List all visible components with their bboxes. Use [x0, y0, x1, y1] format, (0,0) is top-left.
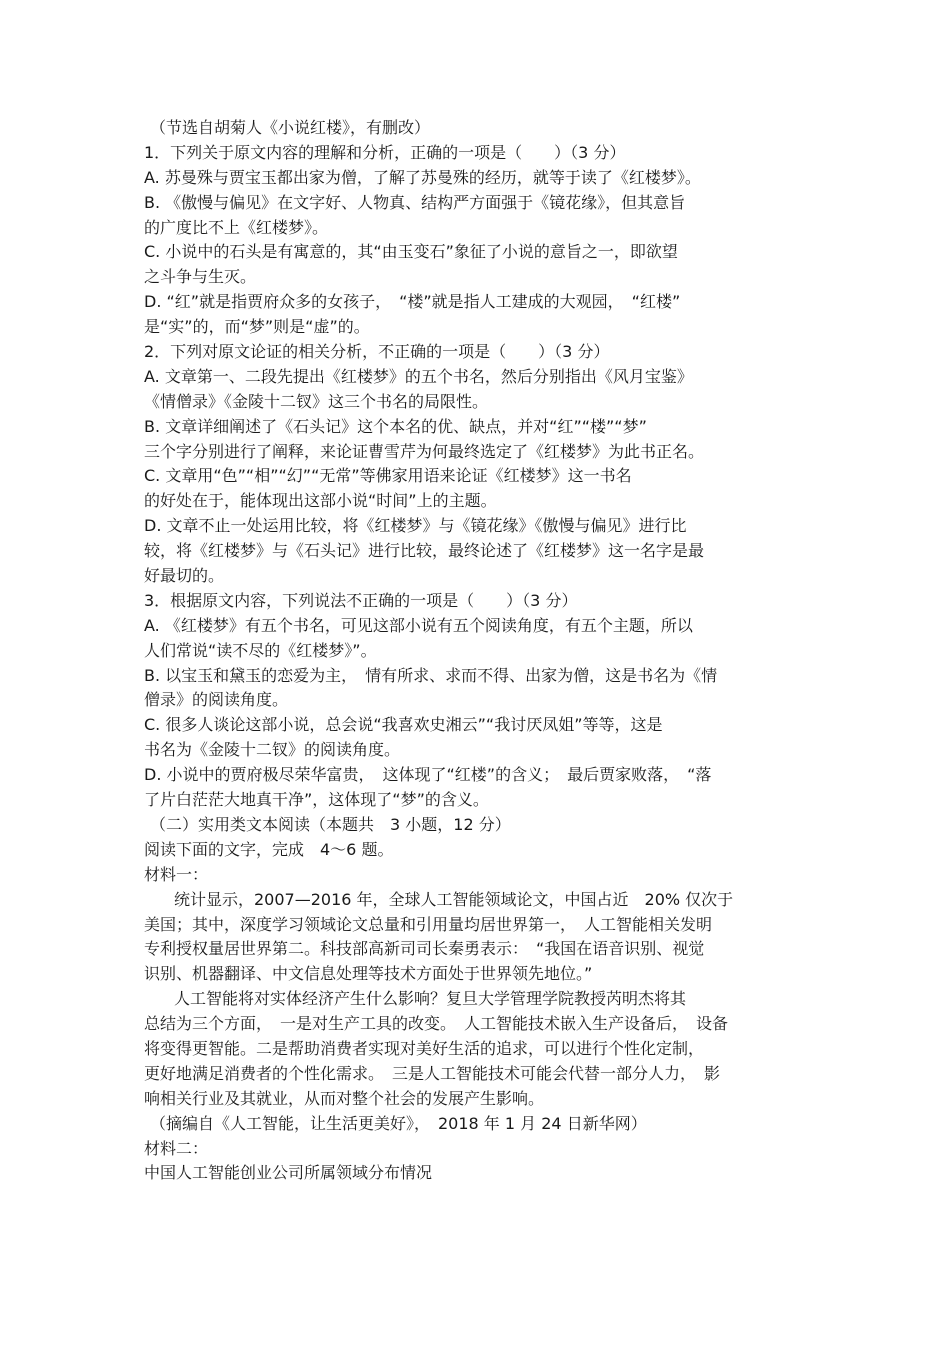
material-1-paragraph-2-cont-3: 更好地满足消费者的个性化需求。 三是人工智能技术可能会代替一部分人力， 影 — [144, 1063, 721, 1083]
question-1-option-d: D. “红”就是指贾府众多的女孩子， “楼”就是指人工建成的大观园， “红楼” — [144, 292, 681, 312]
question-3-option-b: B. 以宝玉和黛玉的恋爱为主， 情有所求、求而不得、出家为僧，这是书名为《情 — [144, 665, 718, 685]
question-1-option-c: C. 小说中的石头是有寓意的，其“由玉变石”象征了小说的意旨之一，即欲望 — [144, 242, 678, 262]
material-1-label: 材料一： — [144, 864, 209, 884]
section-instruction: 阅读下面的文字，完成 4～6 题。 — [144, 839, 394, 859]
material-1-source: （摘编自《人工智能，让生活更美好》， 2018 年 1 月 24 日新华网） — [150, 1113, 647, 1133]
section-heading: （二）实用类文本阅读（本题共 3 小题，12 分） — [150, 814, 511, 834]
material-1-paragraph-2: 人工智能将对实体经济产生什么影响？复旦大学管理学院教授芮明杰将其 — [174, 989, 687, 1009]
material-1-paragraph-2-cont-2: 将变得更智能。二是帮助消费者实现对美好生活的追求，可以进行个性化定制， — [144, 1038, 705, 1058]
material-1-paragraph-1-cont-3: 识别、机器翻译、中文信息处理等技术方面处于世界领先地位。” — [144, 964, 593, 984]
material-1-paragraph-2-cont-4: 响相关行业及其就业，从而对整个社会的发展产生影响。 — [144, 1088, 545, 1108]
question-2-stem: 2．下列对原文论证的相关分析，不正确的一项是（ ）（3 分） — [144, 342, 610, 362]
question-3-option-b-cont: 僧录》的阅读角度。 — [144, 690, 289, 710]
material-1-paragraph-2-cont: 总结为三个方面， 一是对生产工具的改变。 人工智能技术嵌入生产设备后， 设备 — [144, 1014, 729, 1034]
question-3-option-d-cont: 了片白茫茫大地真干净”，这体现了“梦”的含义。 — [144, 790, 489, 810]
source-note: （节选自胡菊人《小说红楼》，有删改） — [150, 118, 431, 137]
question-2-option-d-cont: 较，将《红楼梦》与《石头记》进行比较，最终论述了《红楼梦》这一名字是最 — [144, 541, 705, 561]
question-2-option-b-cont: 三个字分别进行了阐释，来论证曹雪芹为何最终选定了《红楼梦》为此书正名。 — [144, 441, 705, 461]
question-3-option-c-cont: 书名为《金陵十二钗》的阅读角度。 — [144, 740, 401, 760]
material-1-paragraph-1-cont: 美国；其中，深度学习领域论文总量和引用量均居世界第一， 人工智能相关发明 — [144, 914, 713, 934]
material-2-label: 材料二： — [144, 1138, 209, 1158]
question-3-stem: 3．根据原文内容，下列说法不正确的一项是（ ）（3 分） — [144, 590, 578, 610]
question-3-option-a: A. 《红楼梦》有五个书名，可见这部小说有五个阅读角度，有五个主题，所以 — [144, 615, 693, 635]
question-2-option-c: C. 文章用“色”“相”“幻”“无常”等佛家用语来论证《红楼梦》这一书名 — [144, 466, 632, 486]
question-1-option-a: A. 苏曼殊与贾宝玉都出家为僧，了解了苏曼殊的经历，就等于读了《红楼梦》。 — [144, 167, 701, 187]
question-3-option-c: C. 很多人谈论这部小说，总会说“我喜欢史湘云”“我讨厌凤姐”等等，这是 — [144, 715, 663, 735]
question-2-option-a: A. 文章第一、二段先提出《红楼梦》的五个书名，然后分别指出《风月宝鉴》 — [144, 366, 693, 386]
question-2-option-c-cont: 的好处在于，能体现出这部小说“时间”上的主题。 — [144, 491, 497, 511]
question-1-option-c-cont: 之斗争与生灭。 — [144, 267, 257, 287]
question-2-option-d: D. 文章不止一处运用比较，将《红楼梦》与《镜花缘》《傲慢与偏见》进行比 — [144, 516, 687, 536]
question-2-option-a-cont: 《情僧录》《金陵十二钗》这三个书名的局限性。 — [144, 391, 489, 411]
question-2-option-d-cont-2: 好最切的。 — [144, 566, 225, 586]
question-1-option-d-cont: 是“实”的，而“梦”则是“虚”的。 — [144, 317, 370, 337]
question-3-option-d: D. 小说中的贾府极尽荣华富贵， 这体现了“红楼”的含义； 最后贾家败落， “落 — [144, 765, 712, 785]
question-1-option-b-cont: 的广度比不上《红楼梦》。 — [144, 217, 329, 237]
question-3-option-a-cont: 人们常说“读不尽的《红楼梦》”。 — [144, 640, 377, 660]
question-1-option-b: B. 《傲慢与偏见》在文字好、人物真、结构严方面强于《镜花缘》，但其意旨 — [144, 192, 686, 212]
document-page — [144, 116, 810, 1186]
question-2-option-b: B. 文章详细阐述了《石头记》这个本名的优、缺点，并对“红”“楼”“梦” — [144, 416, 647, 436]
material-1-paragraph-1: 统计显示，2007—2016 年，全球人工智能领域论文，中国占近 20% 仅次于 — [174, 889, 734, 909]
chart-caption: 中国人工智能创业公司所属领域分布情况 — [144, 1163, 433, 1183]
question-1-stem: 1．下列关于原文内容的理解和分析，正确的一项是（ ）（3 分） — [144, 142, 626, 162]
material-1-paragraph-1-cont-2: 专利授权量居世界第二。科技部高新司司长秦勇表示： “我国在语音识别、视觉 — [144, 939, 705, 959]
